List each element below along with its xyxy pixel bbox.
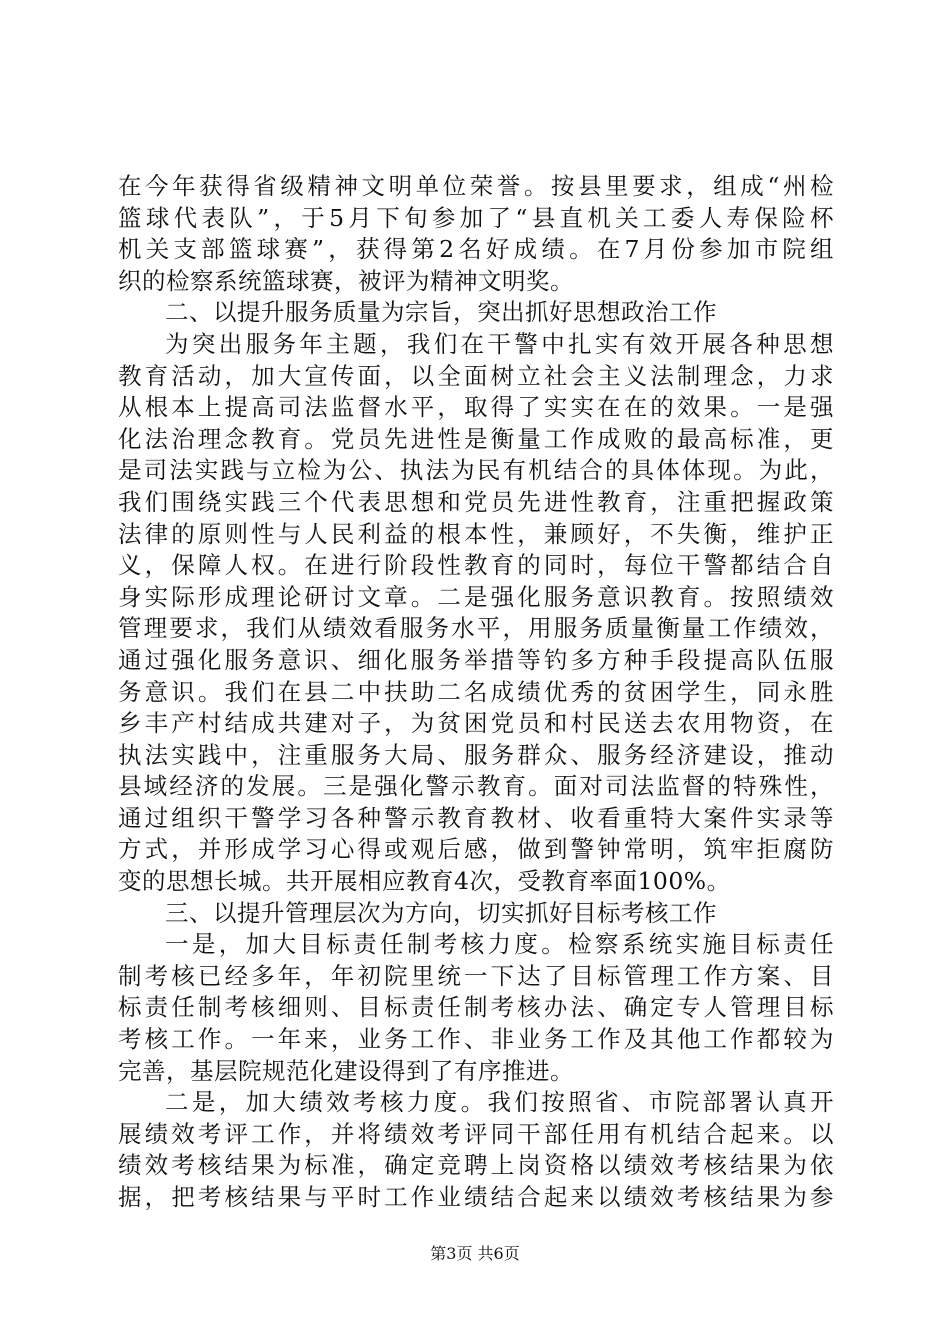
text-line: 据，把考核结果与平时工作业绩结合起来以绩效考核结果为参: [118, 1183, 834, 1211]
text-line: 为突出服务年主题，我们在干警中扎实有效开展各种思想: [165, 329, 834, 358]
text-line: 篮球代表队”，于5月下旬参加了“县直机关工委人寿保险杯: [118, 203, 834, 232]
document-body: [118, 171, 834, 1214]
text-line: 方式，并形成学习心得或观后感，做到警钟常明，筑牢拒腐防: [118, 835, 834, 864]
text-line: 完善，基层院规范化建设得到了有序推进。: [118, 1056, 574, 1085]
text-line: 制考核已经多年，年初院里统一下达了目标管理工作方案、目: [118, 961, 834, 990]
text-line: 通过强化服务意识、细化服务举措等钓多方种手段提高队伍服: [118, 645, 834, 674]
text-line: 我们围绕实践三个代表思想和党员先进性教育，注重把握政策: [118, 487, 834, 516]
text-line: 通过组织干警学习各种警示教育教材、收看重特大案件实录等: [118, 803, 834, 832]
text-line: 绩效考核结果为标准，确定竞聘上岗资格以绩效考核结果为依: [118, 1151, 834, 1180]
text-line: 县域经济的发展。三是强化警示教育。面对司法监督的特殊性，: [118, 772, 834, 801]
text-line: 考核工作。一年来，业务工作、非业务工作及其他工作都较为: [118, 1025, 834, 1054]
text-line: 乡丰产村结成共建对子，为贫困党员和村民送去农用物资，在: [118, 709, 834, 738]
text-line: 务意识。我们在县二中扶助二名成绩优秀的贫困学生，同永胜: [118, 677, 834, 706]
text-line: 从根本上提高司法监督水平，取得了实实在在的效果。一是强: [118, 393, 834, 422]
text-line: 一是，加大目标责任制考核力度。检察系统实施目标责任: [165, 930, 834, 959]
text-line: 法律的原则性与人民利益的根本性，兼顾好，不失衡，维护正: [118, 519, 834, 548]
section-heading: 二、以提升服务质量为宗旨，突出抓好思想政治工作: [165, 298, 717, 327]
section-heading: 三、以提升管理层次为方向，切实抓好目标考核工作: [165, 898, 717, 927]
text-line: 二是，加大绩效考核力度。我们按照省、市院部署认真开: [165, 1088, 834, 1117]
text-line: 变的思想长城。共开展相应教育4次，受教育率面100%。: [118, 867, 731, 896]
text-line: 教育活动，加大宣传面，以全面树立社会主义法制理念，力求: [118, 361, 834, 390]
text-line: 化法治理念教育。党员先进性是衡量工作成败的最高标准，更: [118, 424, 834, 453]
text-line: 展绩效考评工作，并将绩效考评同干部任用有机结合起来。以: [118, 1119, 834, 1148]
text-line: 机关支部篮球赛”，获得第2名好成绩。在7月份参加市院组: [118, 235, 834, 264]
page-footer: 第3页 共6页: [430, 1244, 520, 1263]
text-line: 是司法实践与立检为公、执法为民有机结合的具体体现。为此，: [118, 456, 834, 485]
text-line: 标责任制考核细则、目标责任制考核办法、确定专人管理目标: [118, 993, 834, 1022]
text-line: 管理要求，我们从绩效看服务水平，用服务质量衡量工作绩效，: [118, 614, 834, 643]
text-line: 义，保障人权。在进行阶段性教育的同时，每位干警都结合自: [118, 551, 834, 580]
text-line: 织的检察系统篮球赛，被评为精神文明奖。: [118, 266, 574, 295]
text-line: 身实际形成理论研讨文章。二是强化服务意识教育。按照绩效: [118, 582, 834, 611]
text-line: 执法实践中，注重服务大局、服务群众、服务经济建设，推动: [118, 740, 834, 769]
text-line: 在今年获得省级精神文明单位荣誉。按县里要求，组成“州检: [118, 172, 834, 200]
